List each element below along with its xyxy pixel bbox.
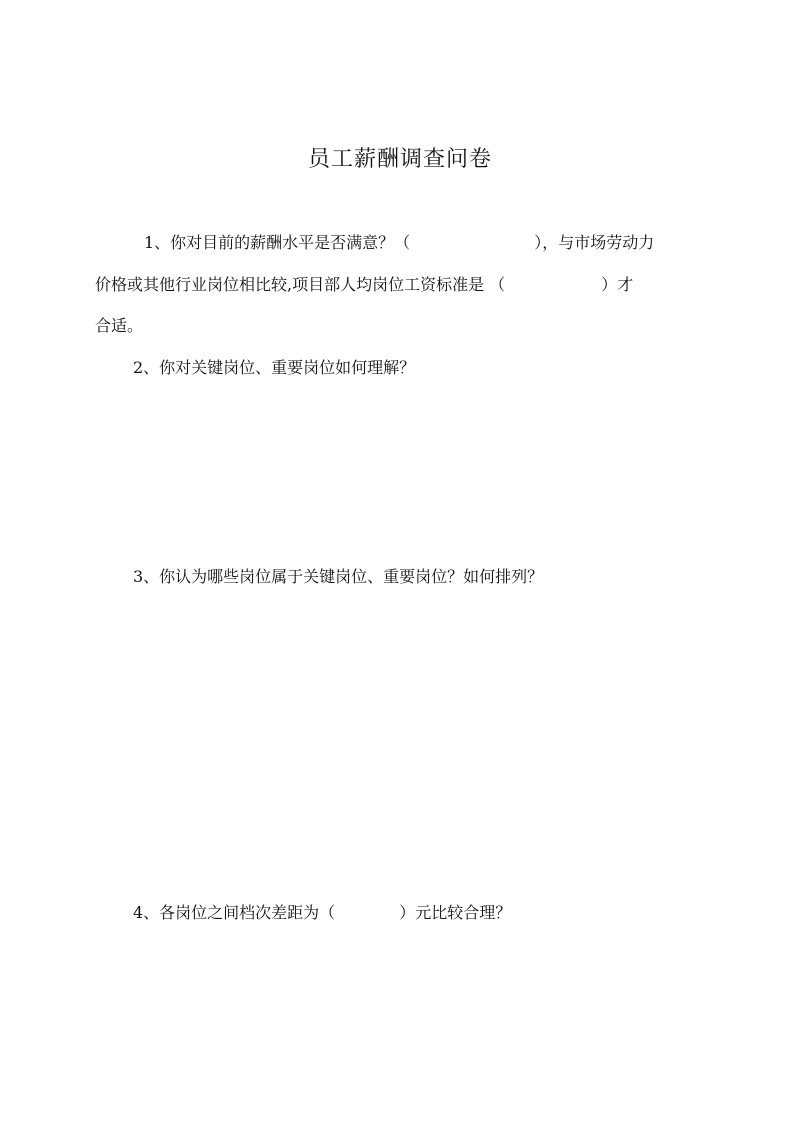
question-1-text-b: ），与市场劳动力 <box>534 233 655 252</box>
question-1-text-c: 价格或其他行业岗位相比较,项目部人均岗位工资标准是 （ <box>95 275 506 294</box>
question-1-line-1 <box>144 233 654 253</box>
question-1-text-d: ）才 <box>601 275 634 294</box>
page-title: 员工薪酬调查问卷 <box>307 147 492 172</box>
question-4 <box>133 903 511 923</box>
question-1-line-2 <box>95 275 633 295</box>
question-1-text-e: 合适。 <box>95 316 144 335</box>
question-3: 3、你认为哪些岗位属于关键岗位、重要岗位？如何排列？ <box>133 567 544 586</box>
question-4-text-b: ）元比较合理？ <box>399 903 512 922</box>
question-2: 2、你对关键岗位、重要岗位如何理解？ <box>133 358 416 377</box>
question-1-line-3 <box>95 316 143 336</box>
question-4-text-a: 4、各岗位之间档次差距为（ <box>133 903 336 922</box>
question-1-text-a: 1、你对目前的薪酬水平是否满意？（ <box>144 233 411 252</box>
